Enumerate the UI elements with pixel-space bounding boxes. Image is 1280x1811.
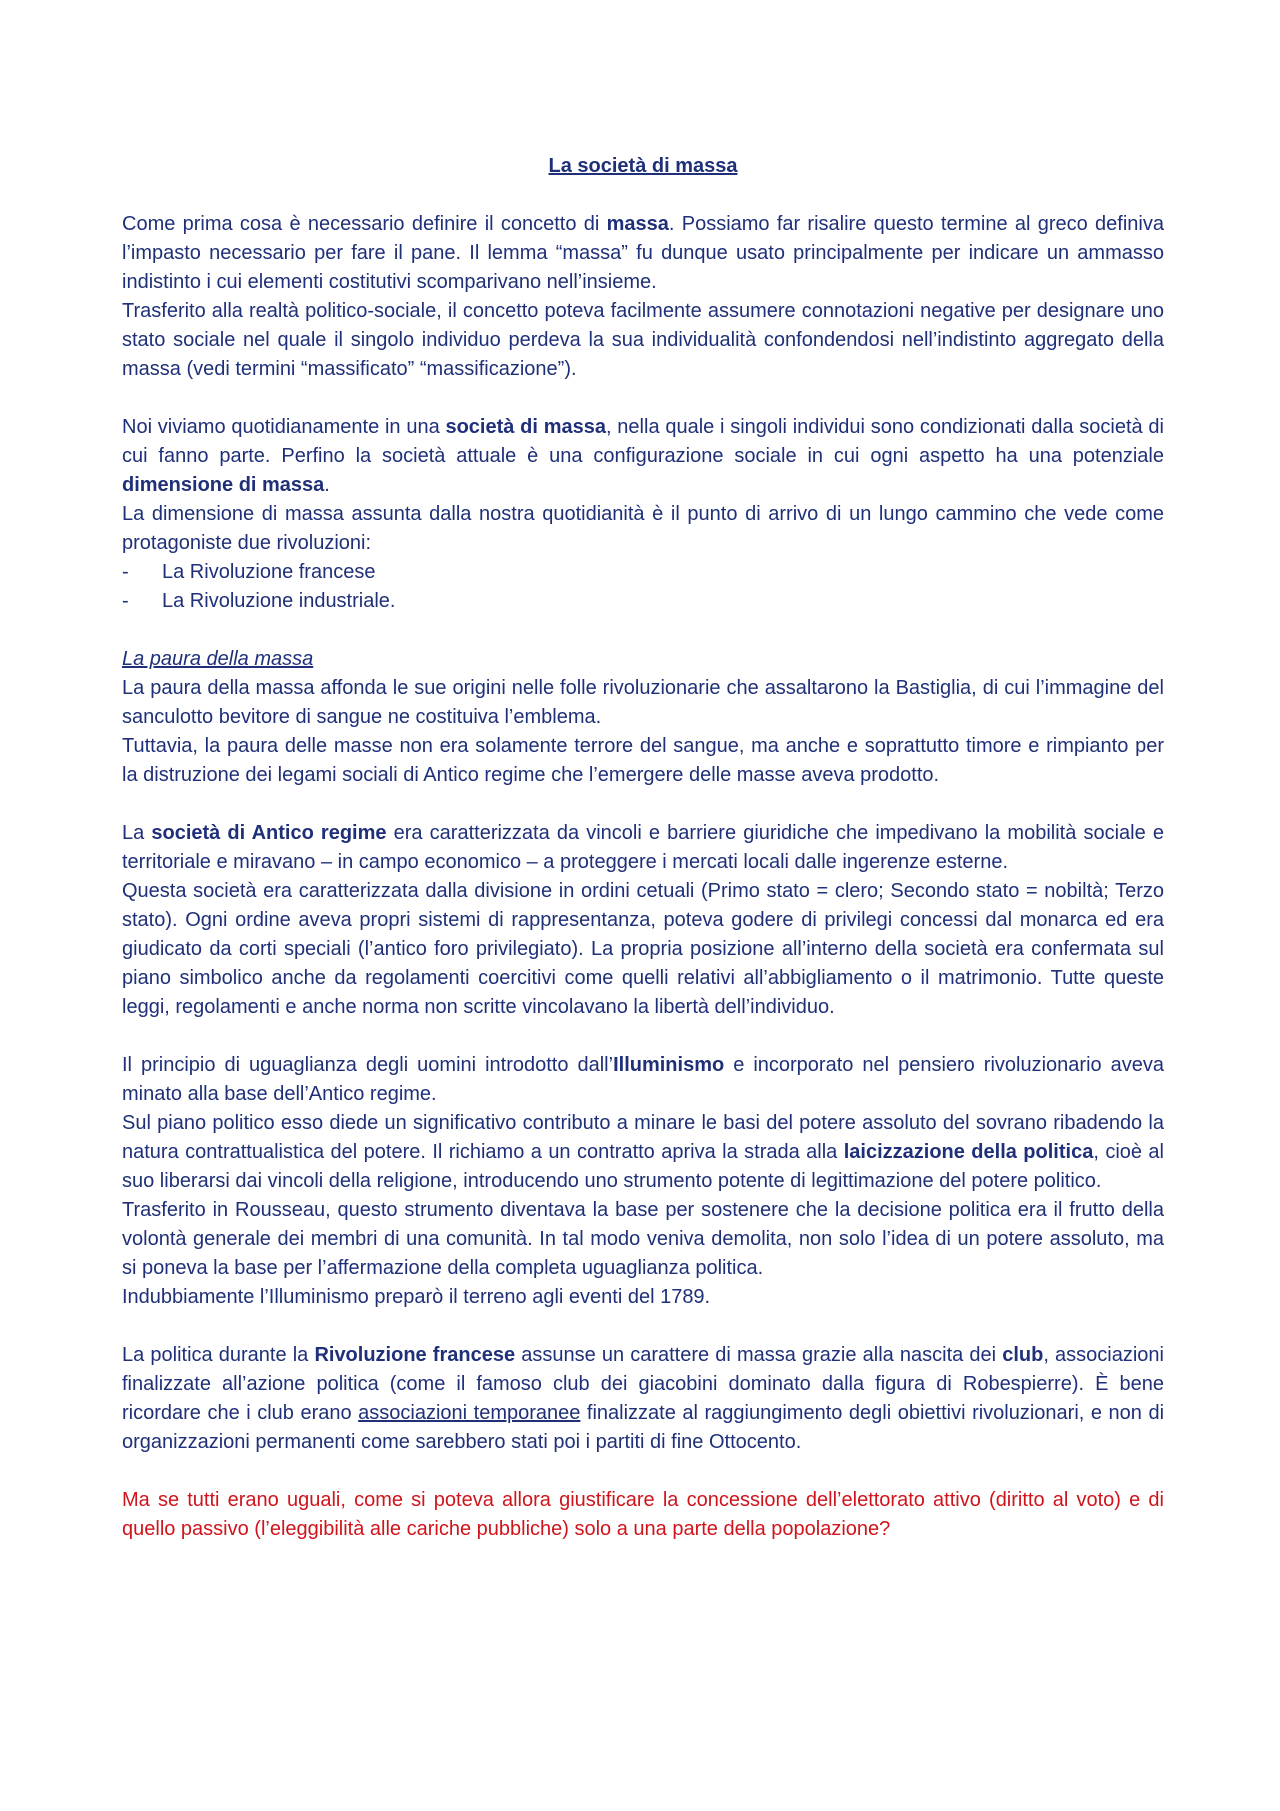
paragraph-gap — [122, 790, 1164, 819]
section-title-paura-della-massa: La paura della massa — [122, 648, 314, 670]
bold-term-club: club — [1002, 1344, 1044, 1366]
list-item-text: La Rivoluzione industriale. — [162, 590, 396, 612]
paragraph-due-rivoluzioni: La dimensione di massa assunta dalla nostra quotidianità è il punto di arrivo di un lungo cammino che vede come protagoniste due rivoluzioni: — [122, 503, 1164, 554]
paragraph-club: La politica durante la Rivoluzione francese assunse un carattere di massa grazie alla nascita dei club, associazioni finalizzate all’azione politica (come il famoso club dei giacobini dominato dalla figura di Robespierre). È bene ricordare che i club erano associazioni temporanee finalizzate al raggiungimento degli obiettivi rivoluzionari, e non di organizzazioni permanenti come sarebbero stati poi i partiti di fine Ottocento. — [122, 1344, 1165, 1453]
bold-term-antico-regime: società di Antico regime — [151, 822, 387, 844]
bold-term-dimensione-di-massa: dimensione di massa — [122, 474, 325, 496]
list-item — [122, 587, 1164, 616]
bold-term-illuminismo: Illuminismo — [613, 1054, 725, 1076]
paragraph-definition-massa: Come prima cosa è necessario definire il concetto di massa. Possiamo far risalire questo termine al greco definiva l’impasto necessario per fare il pane. Il lemma “massa” fu dunque usato principalmente per indicare un ammasso indistinto i cui elementi costitutivi scomparivano nell’insieme. — [122, 213, 1164, 293]
document-page — [122, 152, 1164, 1544]
list-item-text: La Rivoluzione francese — [162, 561, 376, 583]
paragraph-gap — [122, 1457, 1164, 1486]
paragraph-piano-politico: Sul piano politico esso diede un significativo contributo a minare le basi del potere assoluto del sovrano ribadendo la natura contrattualistica del potere. Il richiamo a un contratto apriva la strada alla laicizzazione della politica, cioè al suo liberarsi dai vincoli della religione, introducendo uno strumento potente di legittimazione del potere politico. — [122, 1112, 1164, 1192]
paragraph-antico-regime: La società di Antico regime era caratterizzata da vincoli e barriere giuridiche che impedivano la mobilità sociale e territoriale e miravano – in campo economico – a proteggere i mercati locali dalle ingerenze esterne. — [122, 822, 1164, 873]
paragraph-societa-di-massa: Noi viviamo quotidianamente in una società di massa, nella quale i singoli individui sono condizionati dalla società di cui fanno parte. Perfino la società attuale è una configurazione sociale in cui ogni aspetto ha una potenziale dimensione di massa. — [122, 416, 1164, 496]
bold-term-massa: massa — [606, 213, 669, 235]
paragraph-gap — [122, 616, 1164, 645]
paragraph-folle-rivoluzionarie: La paura della massa affonda le sue origini nelle folle rivoluzionarie che assaltarono la Bastiglia, di cui l’immagine del sanculotto bevitore di sangue ne costituiva l’emblema. — [122, 677, 1164, 728]
paragraph-realta-politico-sociale: Trasferito alla realtà politico-sociale, il concetto poteva facilmente assumere connotazioni negative per designare uno stato sociale nel quale il singolo individuo perdeva la sua individualità confondendosi nell’indistinto aggregato della massa (vedi termini “massificato” “massificazione”). — [122, 300, 1164, 380]
bold-term-societa-di-massa: società di massa — [445, 416, 606, 438]
paragraph-illuminismo: Il principio di uguaglianza degli uomini introdotto dall’Illuminismo e incorporato nel pensiero rivoluzionario aveva minato alla base dell’Antico regime. — [122, 1054, 1165, 1105]
paragraph-rousseau: Trasferito in Rousseau, questo strumento diventava la base per sostenere che la decisione politica era il frutto della volontà generale dei membri di una comunità. In tal modo veniva demolita, non solo l’idea di un potere assoluto, ma si poneva la base per l’affermazione della completa uguaglianza politica. — [122, 1199, 1164, 1279]
underlined-term-associazioni-temporanee: associazioni temporanee — [358, 1402, 581, 1424]
list-dash: - — [122, 561, 129, 583]
closing-question: Ma se tutti erano uguali, come si poteva allora giustificare la concessione dell’elettorato attivo (diritto al voto) e di quello passivo (l’eleggibilità alle cariche pubbliche) solo a una parte della popolazione? — [122, 1489, 1164, 1540]
paragraph-ordini-cetuali: Questa società era caratterizzata dalla divisione in ordini cetuali (Primo stato = clero; Secondo stato = nobiltà; Terzo stato). Ogni ordine aveva propri sistemi di rappresentanza, poteva godere di privilegi concessi dal monarca ed era giudicato da corti speciali (l’antico foro privilegiato). La propria posizione all’interno della società era confermata sul piano simbolico anche da regolamenti coercitivi come quelli relativi all’abbigliamento o il matrimonio. Tutte queste leggi, regolamenti e anche norma non scritte vincolavano la libertà dell’individuo. — [122, 880, 1164, 1018]
paragraph-gap — [122, 384, 1164, 413]
paragraph-1789: Indubbiamente l’Illuminismo preparò il terreno agli eventi del 1789. — [122, 1286, 711, 1308]
paragraph-terrore-del-sangue: Tuttavia, la paura delle masse non era solamente terrore del sangue, ma anche e soprattutto timore e rimpianto per la distruzione dei legami sociali di Antico regime che l’emergere delle masse aveva prodotto. — [122, 735, 1164, 786]
document-title: La società di massa — [548, 155, 738, 177]
bold-term-laicizzazione: laicizzazione della politica — [843, 1141, 1094, 1163]
list-item — [122, 558, 1164, 587]
list-dash: - — [122, 590, 129, 612]
paragraph-gap — [122, 1312, 1164, 1341]
bold-term-rivoluzione-francese: Rivoluzione francese — [314, 1344, 516, 1366]
paragraph-gap — [122, 1022, 1164, 1051]
